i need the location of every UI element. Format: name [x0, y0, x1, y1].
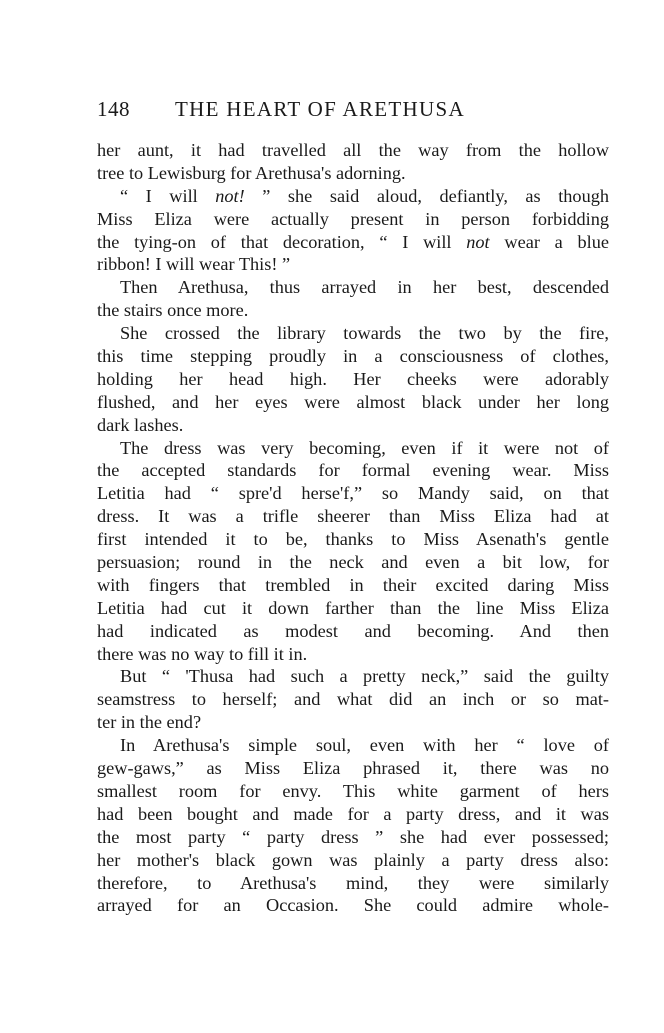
text-line: dress. It was a trifle sheerer than Miss Eliza had at	[97, 506, 609, 527]
text-line: tree to Lewisburg for Arethusa's adorning.	[97, 162, 406, 183]
text-line: Miss Eliza were actually present in person forbidding	[97, 208, 609, 229]
text-line: The dress was very becoming, even if it were not of	[120, 437, 609, 458]
emphasis-text: not!	[215, 185, 245, 206]
text-line: dark lashes.	[97, 414, 184, 435]
running-title: THE HEART OF ARETHUSA	[175, 97, 465, 121]
page-header	[97, 94, 609, 124]
text-line: seamstress to herself; and what did an inch or so mat-	[97, 689, 609, 710]
text-line: had indicated as modest and becoming. And then	[97, 620, 609, 641]
text-line: In Arethusa's simple soul, even with her “ love of	[120, 735, 609, 756]
text-line: there was no way to fill it in.	[97, 643, 308, 664]
text-line: gew-gaws,” as Miss Eliza phrased it, there was no	[97, 758, 609, 779]
text-line: arrayed for an Occasion. She could admire whole-	[97, 895, 609, 916]
emphasis-text: not	[466, 231, 490, 252]
text-line	[97, 231, 609, 254]
text-line: first intended it to be, thanks to Miss Asenath's gentle	[97, 529, 609, 550]
text-line: persuasion; round in the neck and even a bit low, for	[97, 552, 609, 573]
text-line: She crossed the library towards the two by the fire,	[120, 323, 609, 344]
text-line: Then Arethusa, thus arrayed in her best, descended	[120, 277, 609, 298]
text-line: the stairs once more.	[97, 300, 249, 321]
text-line: with fingers that trembled in their excited daring Miss	[97, 574, 609, 595]
text-segment: wear a blue	[489, 231, 609, 252]
text-line: this time stepping proudly in a consciousness of clothes,	[97, 346, 609, 367]
text-line: flushed, and her eyes were almost black under her long	[97, 391, 609, 412]
text-line: therefore, to Arethusa's mind, they were similarly	[97, 872, 609, 893]
text-line: holding her head high. Her cheeks were adorably	[97, 368, 609, 389]
text-line: But “ 'Thusa had such a pretty neck,” said the guilty	[120, 666, 609, 687]
text-line: the accepted standards for formal evening wear. Miss	[97, 460, 609, 481]
text-line: had been bought and made for a party dress, and it was	[97, 803, 609, 824]
text-line	[97, 185, 609, 208]
text-line: Letitia had “ spre'd herse'f,” so Mandy said, on that	[97, 483, 609, 504]
text-line: Letitia had cut it down farther than the line Miss Eliza	[97, 597, 609, 618]
page-number: 148	[97, 97, 130, 121]
body-text	[97, 139, 609, 917]
book-page	[97, 94, 609, 917]
text-segment: the tying-on of that decoration, “ I will	[97, 231, 467, 252]
text-line: her aunt, it had travelled all the way from the hollow	[97, 140, 609, 160]
text-line: ribbon! I will wear This! ”	[97, 254, 291, 275]
text-line: her mother's black gown was plainly a party dress also:	[97, 849, 609, 870]
text-line: the most party “ party dress ” she had ever possessed;	[97, 826, 609, 847]
text-segment: ” she said aloud, defiantly, as though	[244, 185, 609, 206]
text-line: smallest room for envy. This white garment of hers	[97, 780, 609, 801]
text-line: ter in the end?	[97, 712, 202, 733]
text-segment: “ I will	[120, 185, 216, 206]
